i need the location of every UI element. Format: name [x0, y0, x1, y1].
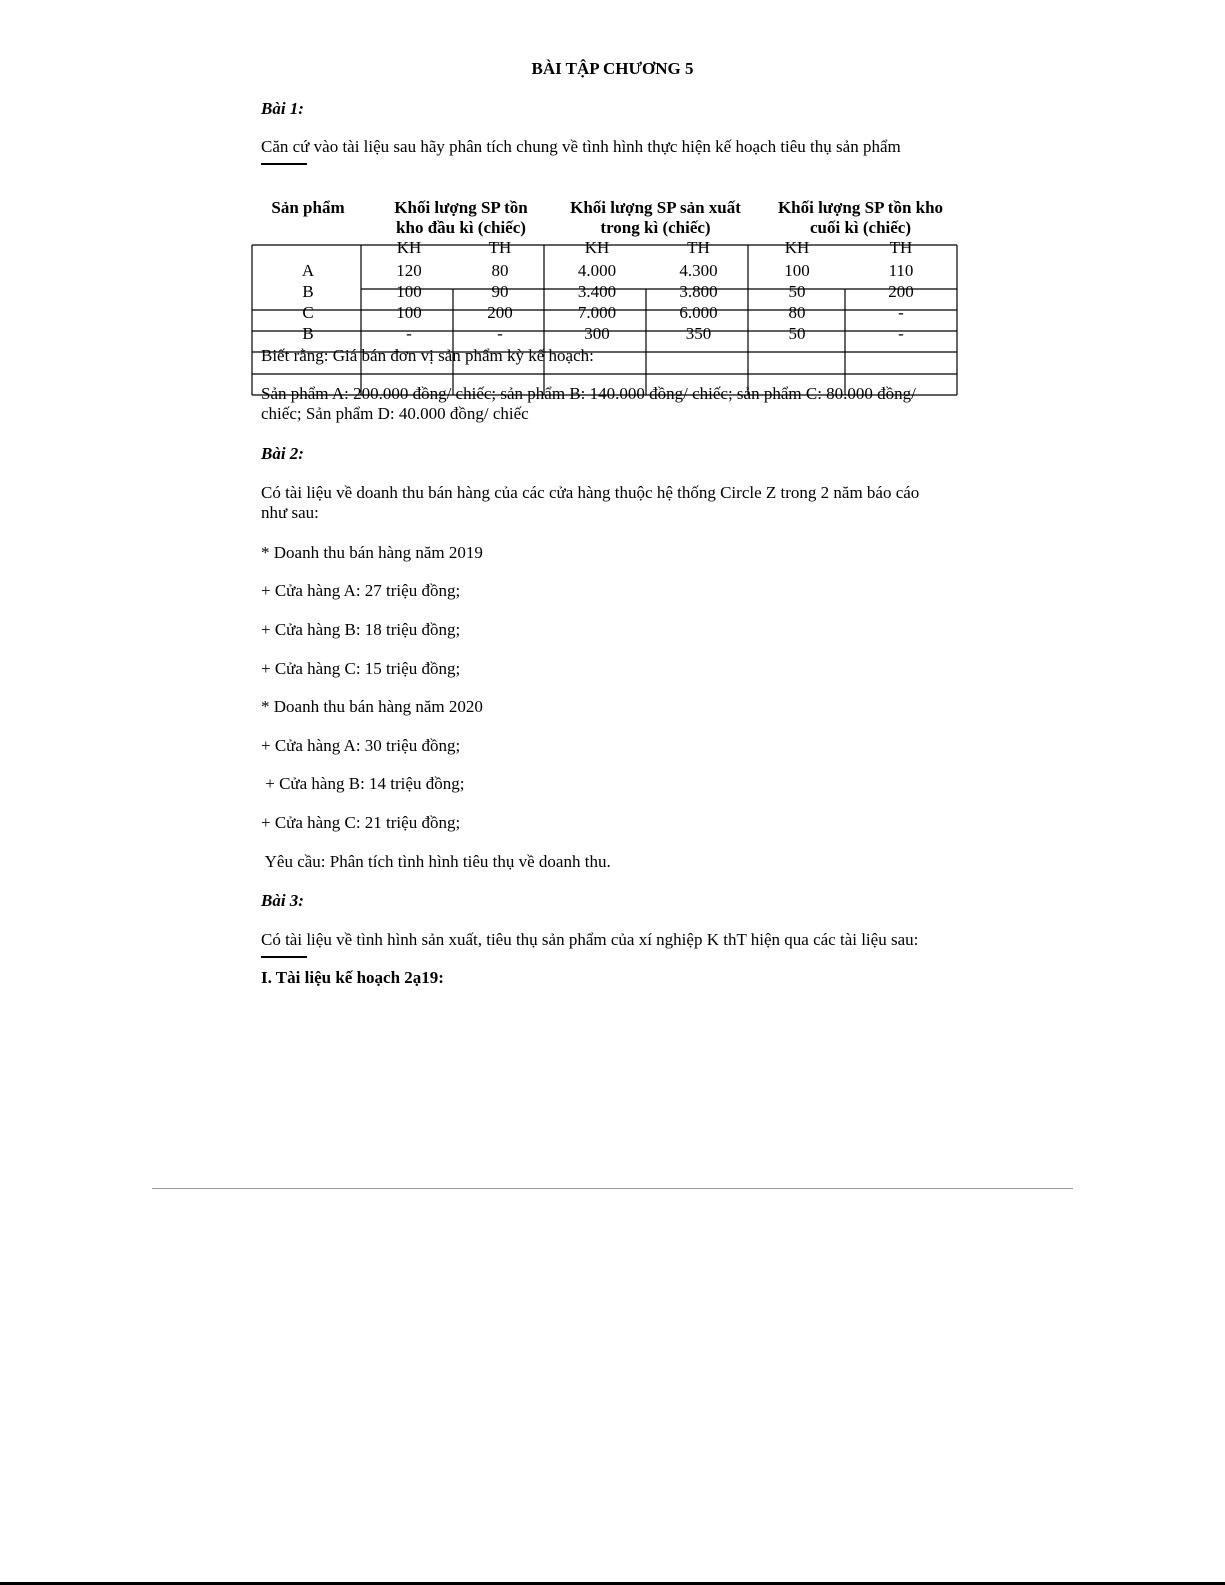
revenue-line: + Cửa hàng B: 18 triệu đồng;	[261, 620, 461, 639]
revenue-line: * Doanh thu bán hàng năm 2019	[261, 543, 483, 562]
table-cell: 7.000	[577, 303, 617, 322]
col-header-group-1-line2: kho đầu kì (chiếc)	[396, 218, 526, 237]
table-grid	[0, 0, 1225, 420]
table-cell: 100	[784, 261, 810, 280]
bai3-heading: Bài 3:	[261, 891, 304, 910]
table-cell: 6.000	[679, 303, 718, 322]
table-cell: 50	[788, 324, 806, 343]
revenue-line: * Doanh thu bán hàng năm 2020	[261, 697, 483, 716]
table-cell: 100	[396, 282, 422, 301]
bai1-prices-line1: Sản phẩm A: 200.000 đồng/ chiếc; sản phẩm B: 140.000 đồng/ chiếc; sản phẩm C: 80.000 đồng/	[261, 384, 916, 403]
bai3-intro: Có tài liệu về tình hình sản xuất, tiêu thụ sản phẩm của xí nghiệp K thT hiện qua các tài liệu sau:	[261, 930, 919, 949]
page-divider	[152, 1188, 1073, 1189]
table-cell-product: A	[301, 261, 315, 280]
sub-header: TH	[889, 238, 913, 257]
table-cell: 200	[888, 282, 914, 301]
revenue-line: + Cửa hàng A: 30 triệu đồng;	[261, 736, 461, 755]
revenue-line: + Cửa hàng C: 15 triệu đồng;	[261, 659, 461, 678]
sub-header: KH	[784, 238, 810, 257]
table-cell: 50	[788, 282, 806, 301]
table-cell-product: C	[302, 303, 314, 322]
table-cell-product: B	[302, 282, 314, 301]
bai2-requirement: Yêu cầu: Phân tích tình hình tiêu thụ về doanh thu.	[261, 852, 611, 871]
table-cell: 4.000	[577, 261, 617, 280]
table-cell: 80	[788, 303, 806, 322]
table-cell: -	[406, 324, 412, 343]
bai1-note: Biết rằng: Giá bán đơn vị sản phẩm kỳ kế hoạch:	[261, 346, 594, 365]
revenue-line: + Cửa hàng C: 21 triệu đồng;	[261, 813, 461, 832]
col-header-product: Sản phẩm	[271, 198, 345, 217]
sub-header: TH	[488, 238, 512, 257]
col-header-group-3-line2: cuối kì (chiếc)	[809, 218, 912, 237]
revenue-line: + Cửa hàng B: 14 triệu đồng;	[261, 774, 465, 793]
bai1-intro: Căn cứ vào tài liệu sau hãy phân tích chung về tình hình thực hiện kế hoạch tiêu thụ sản phẩm	[261, 137, 901, 156]
bai2-intro-line1: Có tài liệu về doanh thu bán hàng của các cửa hàng thuộc hệ thống Circle Z trong 2 năm báo cáo	[261, 483, 920, 502]
col-header-group-1-line1: Khối lượng SP tồn	[394, 198, 528, 217]
col-header-group-2-line1: Khối lượng SP sản xuất	[570, 198, 741, 217]
table-cell: 350	[685, 324, 712, 343]
underline-mark	[261, 956, 307, 958]
table-cell: 120	[396, 261, 422, 280]
col-header-group-2-line2: trong kì (chiếc)	[600, 218, 711, 237]
page-title: BÀI TẬP CHƯƠNG 5	[531, 59, 694, 78]
table-cell: 100	[396, 303, 422, 322]
bai1-heading: Bài 1:	[261, 99, 304, 118]
table-cell: 90	[491, 282, 509, 301]
sub-header: KH	[584, 238, 610, 257]
table-cell: -	[497, 324, 503, 343]
table-cell: 3.400	[577, 282, 617, 301]
table-cell: 80	[491, 261, 509, 280]
table-cell-product: B	[302, 324, 314, 343]
bai2-intro-line2: như sau:	[261, 503, 319, 522]
table-cell: -	[898, 324, 904, 343]
table-cell: 300	[584, 324, 610, 343]
revenue-line: + Cửa hàng A: 27 triệu đồng;	[261, 581, 461, 600]
table-cell: 3.800	[679, 282, 718, 301]
table-cell: 200	[487, 303, 513, 322]
bai1-prices-line2: chiếc; Sản phẩm D: 40.000 đồng/ chiếc	[261, 404, 529, 423]
table-cell: 110	[888, 261, 914, 280]
bai2-heading: Bài 2:	[261, 444, 304, 463]
sub-header: TH	[687, 238, 710, 257]
table-cell: -	[898, 303, 904, 322]
sub-header: KH	[396, 238, 422, 257]
bai3-section: I. Tài liệu kế hoạch 2ạ19:	[261, 968, 444, 987]
table-cell: 4.300	[679, 261, 718, 280]
col-header-group-3-line1: Khối lượng SP tồn kho	[777, 198, 944, 217]
